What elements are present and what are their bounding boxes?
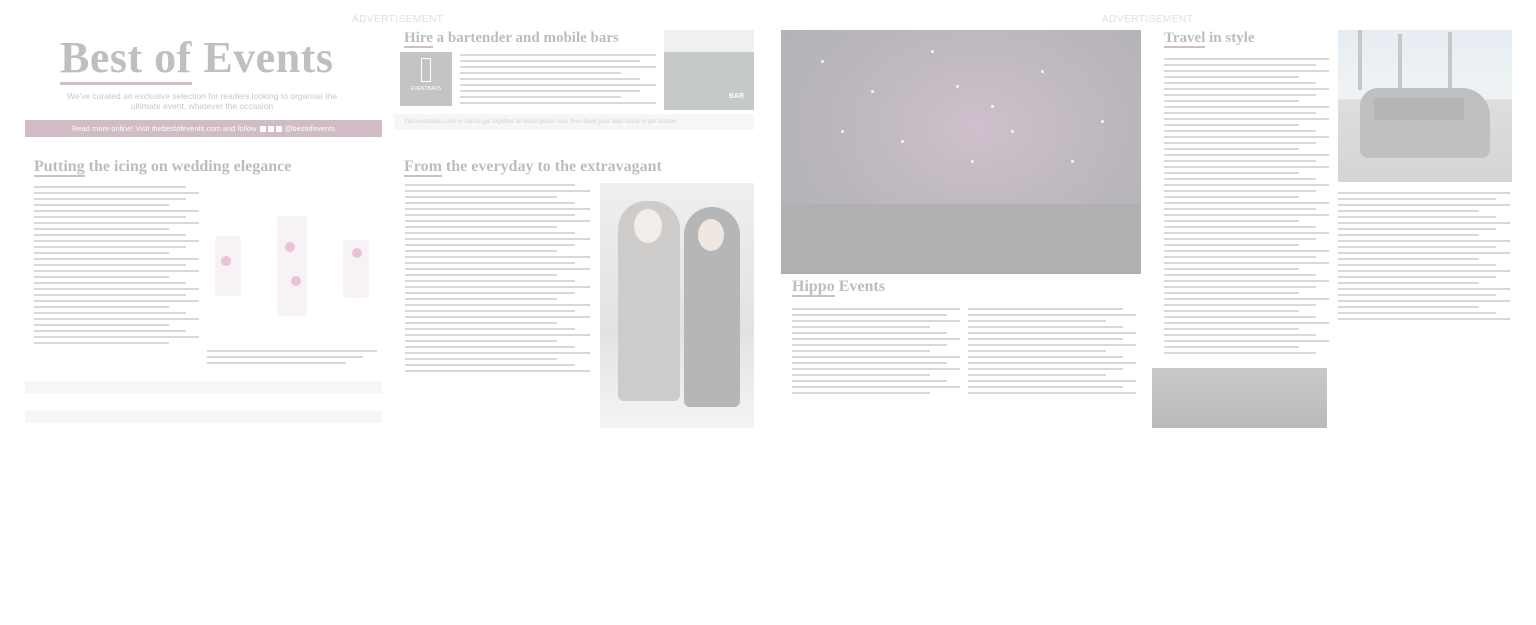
advertisement-page-left: [22, 28, 756, 428]
twitter-icon: [268, 126, 274, 132]
masthead-banner: [25, 120, 382, 137]
advertisement-label-left: ADVERTISEMENT: [352, 14, 444, 25]
bartender-figure-icon: [421, 58, 431, 82]
wedding-cakes-photo: [207, 196, 379, 346]
wedding-footer-bar: [25, 381, 382, 393]
wedding-headline: [34, 158, 291, 176]
bartender-headline: [404, 30, 619, 47]
bartender-footer-text: Visit eventbars.com or call to get together all event perks now, then book your date today to get started: [404, 119, 677, 125]
travel-headline: [1164, 30, 1255, 47]
everyday-headline-underlined: From: [404, 158, 442, 175]
eventbars-logo: [400, 52, 452, 106]
bartender-headline-rest: a bartender and mobile bars: [432, 30, 619, 46]
two-women-photo: [600, 183, 754, 428]
hippo-body-text-col2: [968, 308, 1136, 398]
bartender-body-text: [460, 54, 656, 108]
banner-handle: @bestofevents: [284, 124, 335, 133]
instagram-icon: [276, 126, 282, 132]
mobile-bar-sign: BAR: [728, 93, 744, 100]
travel-small-photo: [1152, 368, 1327, 428]
wedding-body-text: [34, 186, 199, 348]
travel-body-text: [1164, 58, 1329, 358]
advertisement-page-right: [781, 28, 1514, 428]
travel-headline-rest: in style: [1205, 30, 1255, 46]
facebook-icon: [260, 126, 266, 132]
everyday-headline: [404, 158, 662, 176]
wedding-headline-rest: the icing on wedding elegance: [84, 158, 292, 175]
wedding-caption-lines: [207, 350, 377, 368]
concert-confetti-photo: [781, 30, 1141, 274]
hippo-headline-underlined: Hippo: [792, 278, 835, 295]
masthead-intro: We've curated an exclusive selection for readers looking to organise the ultimate event, whatever the occasion: [66, 91, 338, 111]
bartender-headline-underlined: Hire: [404, 30, 433, 46]
travel-body-text-col2: [1338, 192, 1510, 324]
masthead-title-rest: Events: [191, 33, 334, 82]
wedding-footer-bar-2: [25, 411, 382, 423]
travel-headline-underlined: Travel: [1164, 30, 1206, 46]
advertisement-label-right: ADVERTISEMENT: [1102, 14, 1194, 25]
masthead-title-underlined: Best of: [60, 33, 192, 85]
hippo-headline: [792, 278, 885, 296]
wedding-headline-underlined: Putting: [34, 158, 85, 175]
everyday-body-text: [405, 184, 590, 376]
hippo-headline-rest: Events: [834, 278, 885, 295]
masthead-title: [60, 32, 333, 83]
everyday-headline-rest: the everyday to the extravagant: [441, 158, 662, 175]
eventbars-logo-text: EVENTBARS: [410, 86, 442, 92]
mobile-bar-photo: [664, 30, 754, 110]
hippo-body-text-col1: [792, 308, 960, 398]
banner-text: Read more online! Visit thebestofevents.com and follow: [72, 124, 257, 133]
van-photo: [1338, 30, 1512, 182]
